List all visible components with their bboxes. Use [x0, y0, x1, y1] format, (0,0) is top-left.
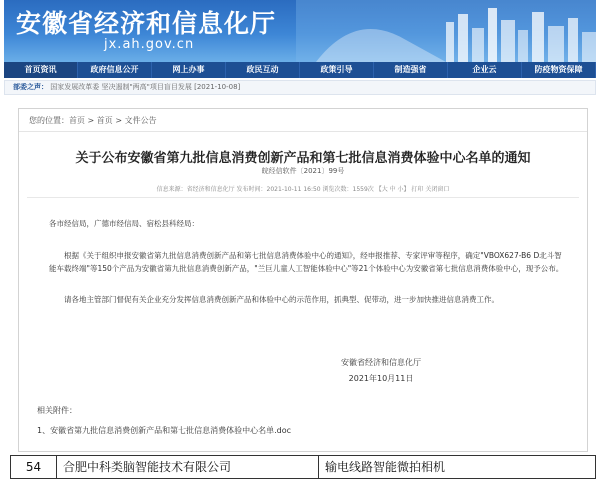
- divider: [27, 197, 579, 198]
- attachment-label: 相关附件：: [37, 406, 77, 415]
- body-paragraph: 请各地主管部门督促有关企业充分发挥信息消费创新产品和体验中心的示范作用，抓典型、促带动，进一步加快推进信息消费工作。: [64, 295, 499, 304]
- nav-item-epidemic-supplies[interactable]: 防疫物资保障: [522, 62, 596, 78]
- news-ticker: [4, 80, 596, 95]
- nav-item-gov-info[interactable]: 政府信息公开: [78, 62, 152, 78]
- salutation: 各市经信局，广德市经信局、宿松县科经局：: [49, 219, 199, 228]
- nav-item-policy[interactable]: 政策引导: [300, 62, 374, 78]
- article-frame: [18, 108, 588, 452]
- nav-item-enterprise-cloud[interactable]: 企业云: [448, 62, 522, 78]
- breadcrumb[interactable]: 您的位置：首页 > 首页 > 文件公告: [29, 116, 157, 125]
- document-number: 皖经信软件〔2021〕99号: [261, 167, 345, 175]
- signature-date: 2021年10月11日: [348, 374, 414, 383]
- nav-item-online-service[interactable]: 网上办事: [152, 62, 226, 78]
- city-skyline-graphic: [296, 0, 596, 62]
- main-nav: [4, 62, 596, 78]
- ticker-label: 部委之声：: [13, 83, 48, 91]
- table-row: [10, 455, 596, 479]
- site-domain: jx.ah.gov.cn: [104, 37, 195, 52]
- product-cell: 输电线路智能微拍相机: [325, 460, 446, 474]
- nav-item-home[interactable]: 首页资讯: [4, 62, 78, 78]
- ticker-link[interactable]: 国家发展改革委 坚决遏制"两高"项目盲目发展 [2021-10-08]: [50, 83, 241, 91]
- site-header: [4, 0, 596, 62]
- attachment-link[interactable]: 1、安徽省第九批信息消费创新产品和第七批信息消费体验中心名单.doc: [37, 426, 292, 435]
- nav-item-interaction[interactable]: 政民互动: [226, 62, 300, 78]
- article-meta: 信息来源：省经济和信息化厅 发布时间：2021-10-11 16:50 浏览次数：1559次 【大 中 小】 打印 关闭窗口: [156, 186, 450, 193]
- company-cell: 合肥中科类脑智能技术有限公司: [57, 456, 319, 478]
- body-paragraph: 根据《关于组织申报安徽省第九批信息消费创新产品和第七批信息消费体验中心的通知》，经申报推荐、专家评审等程序，确定"VBOX627-B6 D北斗智能车载终端"等150个产品为安徽省第九批信息消费创新产品，"兰巨儿童人工智能体验中心"等21个体验中心为安徽省第七批信息消费体验中心，现予公布。: [49, 251, 564, 273]
- divider: [19, 131, 587, 132]
- article-title: 关于公布安徽省第九批信息消费创新产品和第七批信息消费体验中心名单的通知: [75, 151, 531, 166]
- signature-organization: 安徽省经济和信息化厅: [341, 358, 421, 367]
- site-title[interactable]: 安徽省经济和信息化厅: [16, 9, 277, 38]
- nav-item-manufacturing[interactable]: 制造强省: [374, 62, 448, 78]
- row-number-cell: 54: [11, 456, 57, 478]
